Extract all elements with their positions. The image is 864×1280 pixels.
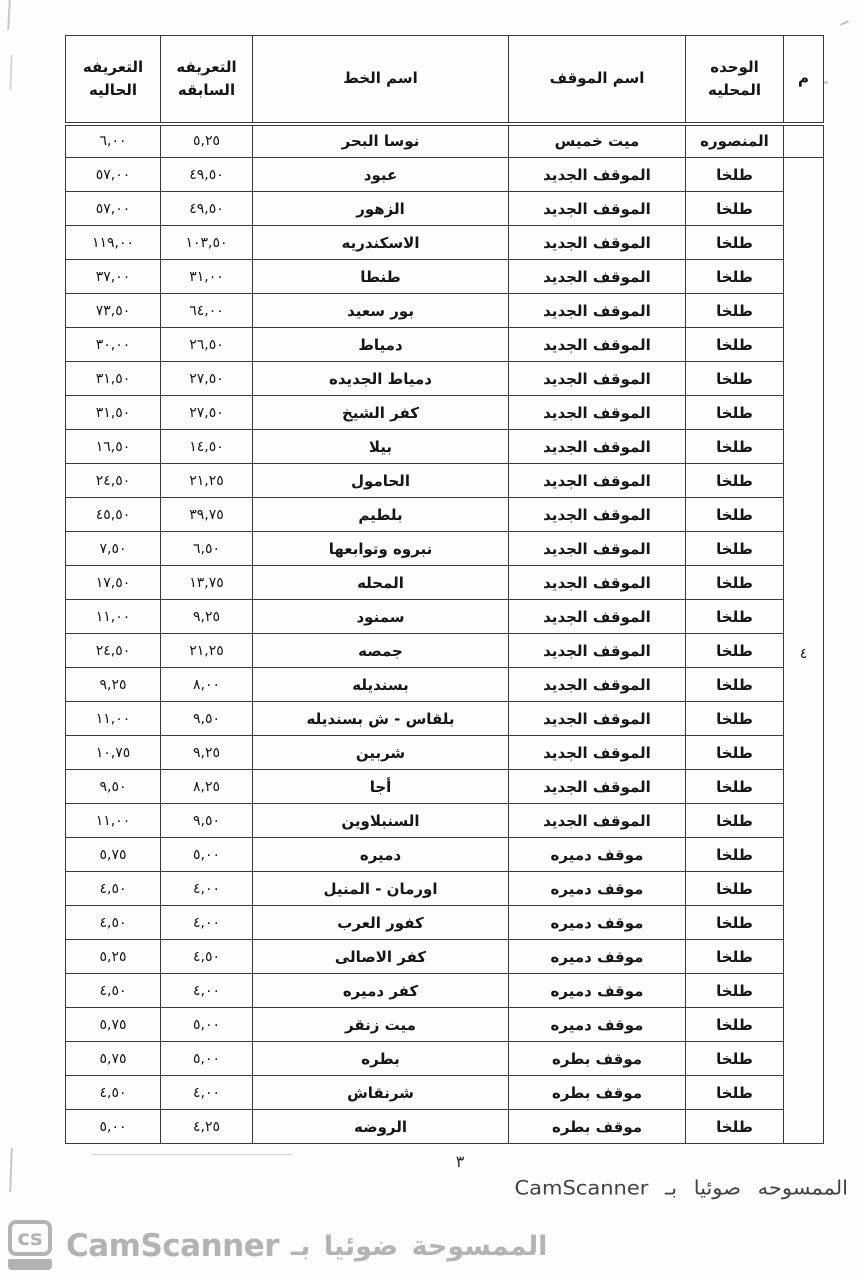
- table-row: [66, 600, 824, 634]
- previous-tariff-cell: ٦,٥٠: [161, 532, 253, 566]
- local-unit-cell: طلخا: [686, 838, 784, 872]
- stop-name-cell: الموقف الجديد: [509, 804, 686, 838]
- previous-tariff-cell: ٣١,٠٠: [161, 260, 253, 294]
- local-unit-cell: طلخا: [686, 1076, 784, 1110]
- current-tariff-cell: ٥,٧٥: [66, 1008, 161, 1042]
- header-serial: م: [784, 36, 824, 124]
- stop-name-cell: الموقف الجديد: [509, 158, 686, 192]
- stop-name-cell: الموقف الجديد: [509, 362, 686, 396]
- stop-name-cell: موقف بطره: [509, 1042, 686, 1076]
- stop-name-cell: الموقف الجديد: [509, 702, 686, 736]
- line-name-cell: دميره: [253, 838, 509, 872]
- table-row: [66, 668, 824, 702]
- table-row: [66, 1008, 824, 1042]
- current-tariff-cell: ٣١,٥٠: [66, 362, 161, 396]
- stop-name-cell: الموقف الجديد: [509, 192, 686, 226]
- current-tariff-cell: ١١٩,٠٠: [66, 226, 161, 260]
- table-row: [66, 634, 824, 668]
- table-row: [66, 362, 824, 396]
- header-stop-name: اسم الموقف: [509, 36, 686, 124]
- table-row: [66, 226, 824, 260]
- line-name-cell: جمصه: [253, 634, 509, 668]
- local-unit-cell: طلخا: [686, 396, 784, 430]
- table-row: [66, 906, 824, 940]
- stop-name-cell: موقف دميره: [509, 940, 686, 974]
- stop-name-cell: الموقف الجديد: [509, 226, 686, 260]
- previous-tariff-cell: ١٣,٧٥: [161, 566, 253, 600]
- previous-tariff-cell: ٩,٥٠: [161, 702, 253, 736]
- current-tariff-cell: ٧٣,٥٠: [66, 294, 161, 328]
- table-row: [66, 838, 824, 872]
- stop-name-cell: موقف دميره: [509, 906, 686, 940]
- local-unit-cell: طلخا: [686, 600, 784, 634]
- stop-name-cell: موقف دميره: [509, 872, 686, 906]
- local-unit-cell: طلخا: [686, 498, 784, 532]
- serial-cell: [784, 124, 824, 158]
- stop-name-cell: الموقف الجديد: [509, 430, 686, 464]
- scan-artifact-dash: [840, 20, 849, 26]
- line-name-cell: نبروه وتوابعها: [253, 532, 509, 566]
- table-row: [66, 158, 824, 192]
- stop-name-cell: ميت خميس: [509, 124, 686, 158]
- line-name-cell: كفور العرب: [253, 906, 509, 940]
- line-name-cell: نوسا البحر: [253, 124, 509, 158]
- previous-tariff-cell: ٨,٢٥: [161, 770, 253, 804]
- line-name-cell: دمياط: [253, 328, 509, 362]
- watermark-arabic-text: الممسوحة ضوئيا بـ: [291, 1230, 548, 1262]
- line-name-cell: الاسكندريه: [253, 226, 509, 260]
- table-row: [66, 940, 824, 974]
- current-tariff-cell: ١٠,٧٥: [66, 736, 161, 770]
- table-row: [66, 1042, 824, 1076]
- previous-tariff-cell: ٨,٠٠: [161, 668, 253, 702]
- current-tariff-cell: ٥,٢٥: [66, 940, 161, 974]
- previous-tariff-cell: ٢١,٢٥: [161, 464, 253, 498]
- table-row: [66, 192, 824, 226]
- local-unit-cell: طلخا: [686, 1042, 784, 1076]
- stop-name-cell: الموقف الجديد: [509, 668, 686, 702]
- stop-name-cell: موقف دميره: [509, 974, 686, 1008]
- table-row: [66, 974, 824, 1008]
- table-row: [66, 736, 824, 770]
- serial-cell: ٤: [784, 158, 824, 1144]
- watermark-brand-text: CamScanner: [66, 1228, 280, 1264]
- camscanner-watermark: [8, 1220, 547, 1272]
- line-name-cell: دمياط الجديده: [253, 362, 509, 396]
- stop-name-cell: الموقف الجديد: [509, 770, 686, 804]
- previous-tariff-cell: ٢٧,٥٠: [161, 362, 253, 396]
- table-row: [66, 1110, 824, 1144]
- current-tariff-cell: ٤,٥٠: [66, 1076, 161, 1110]
- stop-name-cell: الموقف الجديد: [509, 736, 686, 770]
- line-name-cell: طنطا: [253, 260, 509, 294]
- previous-tariff-cell: ١٠٣,٥٠: [161, 226, 253, 260]
- local-unit-cell: طلخا: [686, 770, 784, 804]
- current-tariff-cell: ٥,٧٥: [66, 838, 161, 872]
- line-name-cell: اورمان - المنيل: [253, 872, 509, 906]
- line-name-cell: كفر الشيخ: [253, 396, 509, 430]
- stop-name-cell: موقف بطره: [509, 1110, 686, 1144]
- stop-name-cell: الموقف الجديد: [509, 498, 686, 532]
- current-tariff-cell: ٣٠,٠٠: [66, 328, 161, 362]
- table-row: [66, 430, 824, 464]
- scan-artifact-line: [9, 55, 12, 90]
- table-row: [66, 294, 824, 328]
- line-name-cell: شربين: [253, 736, 509, 770]
- table-row: [66, 396, 824, 430]
- stop-name-cell: الموقف الجديد: [509, 634, 686, 668]
- table-row: [66, 872, 824, 906]
- table-row: [66, 124, 824, 158]
- current-tariff-cell: ١٦,٥٠: [66, 430, 161, 464]
- table-row: [66, 464, 824, 498]
- stop-name-cell: الموقف الجديد: [509, 532, 686, 566]
- camscanner-logo-base: [8, 1259, 52, 1270]
- current-tariff-cell: ٤,٥٠: [66, 872, 161, 906]
- previous-tariff-cell: ١٤,٥٠: [161, 430, 253, 464]
- local-unit-cell: طلخا: [686, 566, 784, 600]
- current-tariff-cell: ٣٧,٠٠: [66, 260, 161, 294]
- table-row: [66, 328, 824, 362]
- stop-name-cell: الموقف الجديد: [509, 396, 686, 430]
- local-unit-cell: طلخا: [686, 362, 784, 396]
- table-body: [66, 124, 824, 1144]
- local-unit-cell: طلخا: [686, 872, 784, 906]
- line-name-cell: بسنديله: [253, 668, 509, 702]
- header-line-name: اسم الخط: [253, 36, 509, 124]
- local-unit-cell: طلخا: [686, 940, 784, 974]
- line-name-cell: المحله: [253, 566, 509, 600]
- current-tariff-cell: ٦,٠٠: [66, 124, 161, 158]
- current-tariff-cell: ٥٧,٠٠: [66, 158, 161, 192]
- previous-tariff-cell: ٥,٠٠: [161, 1042, 253, 1076]
- previous-tariff-cell: ٤,٥٠: [161, 940, 253, 974]
- local-unit-cell: طلخا: [686, 634, 784, 668]
- line-name-cell: بلقاس - ش بسنديله: [253, 702, 509, 736]
- current-tariff-cell: ٩,٥٠: [66, 770, 161, 804]
- previous-tariff-cell: ٥,٢٥: [161, 124, 253, 158]
- local-unit-cell: طلخا: [686, 464, 784, 498]
- camscanner-logo-text: cs: [8, 1220, 52, 1256]
- previous-tariff-cell: ٤,٠٠: [161, 872, 253, 906]
- stop-name-cell: موقف بطره: [509, 1076, 686, 1110]
- line-name-cell: بلطيم: [253, 498, 509, 532]
- previous-tariff-cell: ٤,٠٠: [161, 906, 253, 940]
- line-name-cell: بور سعيد: [253, 294, 509, 328]
- local-unit-cell: طلخا: [686, 260, 784, 294]
- local-unit-cell: طلخا: [686, 702, 784, 736]
- current-tariff-cell: ٧,٥٠: [66, 532, 161, 566]
- camscanner-logo-icon: [8, 1220, 54, 1272]
- tariff-table: [65, 35, 824, 1144]
- previous-tariff-cell: ٤٩,٥٠: [161, 192, 253, 226]
- current-tariff-cell: ٤,٥٠: [66, 974, 161, 1008]
- current-tariff-cell: ٤٥,٥٠: [66, 498, 161, 532]
- local-unit-cell: طلخا: [686, 328, 784, 362]
- table-row: [66, 1076, 824, 1110]
- line-name-cell: بطره: [253, 1042, 509, 1076]
- previous-tariff-cell: ٤٩,٥٠: [161, 158, 253, 192]
- table-row: [66, 804, 824, 838]
- current-tariff-cell: ١١,٠٠: [66, 702, 161, 736]
- stop-name-cell: الموقف الجديد: [509, 260, 686, 294]
- stop-name-cell: موقف دميره: [509, 838, 686, 872]
- line-name-cell: الروضه: [253, 1110, 509, 1144]
- local-unit-cell: طلخا: [686, 532, 784, 566]
- line-name-cell: الحامول: [253, 464, 509, 498]
- current-tariff-cell: ٥,٧٥: [66, 1042, 161, 1076]
- line-name-cell: ميت زنقر: [253, 1008, 509, 1042]
- previous-tariff-cell: ٩,٢٥: [161, 600, 253, 634]
- stop-name-cell: موقف دميره: [509, 1008, 686, 1042]
- table-row: [66, 260, 824, 294]
- stop-name-cell: الموقف الجديد: [509, 294, 686, 328]
- stop-name-cell: الموقف الجديد: [509, 464, 686, 498]
- current-tariff-cell: ١١,٠٠: [66, 804, 161, 838]
- header-local-unit: الوحده المحليه: [686, 36, 784, 124]
- local-unit-cell: طلخا: [686, 804, 784, 838]
- current-tariff-cell: ١٧,٥٠: [66, 566, 161, 600]
- current-tariff-cell: ٩,٢٥: [66, 668, 161, 702]
- line-name-cell: الزهور: [253, 192, 509, 226]
- stop-name-cell: الموقف الجديد: [509, 600, 686, 634]
- table-row: [66, 498, 824, 532]
- local-unit-cell: طلخا: [686, 906, 784, 940]
- page-number: ٣: [455, 1152, 465, 1171]
- stop-name-cell: الموقف الجديد: [509, 566, 686, 600]
- scan-artifact-line: [9, 1148, 13, 1192]
- line-name-cell: بيلا: [253, 430, 509, 464]
- line-name-cell: عبود: [253, 158, 509, 192]
- previous-tariff-cell: ٢٧,٥٠: [161, 396, 253, 430]
- local-unit-cell: طلخا: [686, 1110, 784, 1144]
- previous-tariff-cell: ٢١,٢٥: [161, 634, 253, 668]
- local-unit-cell: طلخا: [686, 430, 784, 464]
- local-unit-cell: المنصوره: [686, 124, 784, 158]
- table-row: [66, 702, 824, 736]
- line-name-cell: كفر الاصالى: [253, 940, 509, 974]
- current-tariff-cell: ٥,٠٠: [66, 1110, 161, 1144]
- header-previous-tariff: التعريفه السابقه: [161, 36, 253, 124]
- previous-tariff-cell: ٤,٢٥: [161, 1110, 253, 1144]
- table-row: [66, 770, 824, 804]
- previous-tariff-cell: ٦٤,٠٠: [161, 294, 253, 328]
- table-header-row: [66, 36, 824, 124]
- previous-tariff-cell: ٥,٠٠: [161, 838, 253, 872]
- current-tariff-cell: ٣١,٥٠: [66, 396, 161, 430]
- local-unit-cell: طلخا: [686, 192, 784, 226]
- line-name-cell: شرنقاش: [253, 1076, 509, 1110]
- current-tariff-cell: ٢٤,٥٠: [66, 464, 161, 498]
- local-unit-cell: طلخا: [686, 668, 784, 702]
- previous-tariff-cell: ٥,٠٠: [161, 1008, 253, 1042]
- previous-tariff-cell: ٩,٥٠: [161, 804, 253, 838]
- scan-artifact-dot: [824, 81, 828, 84]
- previous-tariff-cell: ٩,٢٥: [161, 736, 253, 770]
- current-tariff-cell: ٥٧,٠٠: [66, 192, 161, 226]
- line-name-cell: سمنود: [253, 600, 509, 634]
- current-tariff-cell: ٤,٥٠: [66, 906, 161, 940]
- scan-caption: الممسوحه صوئيا بـ CamScanner: [514, 1176, 848, 1200]
- previous-tariff-cell: ٤,٠٠: [161, 974, 253, 1008]
- line-name-cell: كفر دميره: [253, 974, 509, 1008]
- current-tariff-cell: ٢٤,٥٠: [66, 634, 161, 668]
- local-unit-cell: طلخا: [686, 294, 784, 328]
- table-row: [66, 532, 824, 566]
- table-row: [66, 566, 824, 600]
- current-tariff-cell: ١١,٠٠: [66, 600, 161, 634]
- line-name-cell: السنبلاوين: [253, 804, 509, 838]
- scan-artifact-line: [92, 1154, 292, 1155]
- local-unit-cell: طلخا: [686, 226, 784, 260]
- line-name-cell: أجا: [253, 770, 509, 804]
- previous-tariff-cell: ٣٩,٧٥: [161, 498, 253, 532]
- local-unit-cell: طلخا: [686, 736, 784, 770]
- stop-name-cell: الموقف الجديد: [509, 328, 686, 362]
- local-unit-cell: طلخا: [686, 158, 784, 192]
- local-unit-cell: طلخا: [686, 1008, 784, 1042]
- previous-tariff-cell: ٤,٠٠: [161, 1076, 253, 1110]
- previous-tariff-cell: ٢٦,٥٠: [161, 328, 253, 362]
- scan-artifact-line: [7, 0, 11, 30]
- local-unit-cell: طلخا: [686, 974, 784, 1008]
- header-current-tariff: التعريفه الحاليه: [66, 36, 161, 124]
